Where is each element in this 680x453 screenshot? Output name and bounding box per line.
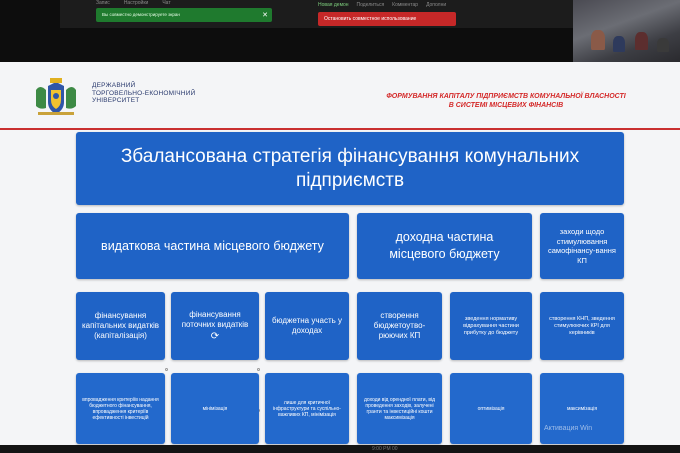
participant-figure [635,32,648,50]
current-expenses-label: фінансування поточних видатків [181,310,249,329]
stimulus-measures-box: заходи щодо стимулювання самофінансу-вання КП [540,213,624,279]
participant-figure [591,30,605,50]
selection-handle[interactable] [165,368,168,371]
participant-figure [613,36,625,52]
stop-sharing-label: Остановить совместное использование [324,16,417,22]
rental-income-box: доходи від орендної плати, від проведення заходів, залучені гранти та інвестиційні кошти максимізація [357,373,442,444]
university-name-line: ДЕРЖАВНИЙ [92,82,136,89]
bottom-status-text: 9:00 PM 00 [372,446,398,452]
current-expenses-box [171,292,259,360]
slide-header-title-line: ФОРМУВАННЯ КАПІТАЛУ ПІДПРИЄМСТВ КОМУНАЛЬНОЇ ВЛАСНОСТІ [386,93,626,100]
knp-creation-box: створення КНП, зведення стимулюючих КРІ для керівників [540,292,624,360]
university-name-line: ТОРГОВЕЛЬНО-ЕКОНОМІЧНИЙ [92,89,196,97]
sharing-notice-text: Вы совместно демонстрируете экран [102,12,180,17]
budget-participation-box: бюджетна участь у доходах [265,292,349,360]
participant-figure [657,38,669,52]
menu-item-comment[interactable]: Комментар [392,2,419,8]
slide-header-title [356,92,656,110]
profit-deduction-box: зведення нормативу відрахування частини прибутку до бюджету [450,292,532,360]
menu-item-settings[interactable]: Настройки [123,0,149,6]
app-menu-secondary [318,2,446,8]
minimization-box: мінімізація [171,373,259,444]
revenue-part-box: доходна частина місцевого бюджету [357,213,532,279]
stop-sharing-button[interactable] [318,12,456,26]
participant-video-thumbnail[interactable] [573,0,680,62]
bottom-dark-bar [0,445,680,453]
app-menu [96,0,171,8]
menu-item-chat[interactable]: Чат [162,0,171,6]
university-logo-icon [30,76,82,118]
capital-expenses-box: фінансування капітальних видатків (капіталізація) [76,292,165,360]
financing-criteria-box: впровадження критеріїв надання бюджетного фінансування, впровадження критеріїв ефективності інвестицій [76,373,165,444]
presentation-slide [0,62,680,453]
main-title-box: Збалансована стратегія фінансування комунальних підприємств [76,132,624,205]
selection-handle[interactable] [257,368,260,371]
menu-item-share[interactable]: Поделиться [356,2,385,8]
header-divider [0,128,680,130]
menu-item-more[interactable]: Дополни [426,2,447,8]
optimization-box: оптимізація [450,373,532,444]
sync-icon: ⟳ [210,331,220,342]
slide-header [0,62,680,128]
close-icon[interactable]: ✕ [262,12,268,19]
budget-forming-enterprises-box: створення бюджетоутво-рюючих КП [357,292,442,360]
windows-activation-watermark: Активация Win [544,425,593,432]
critical-infrastructure-box: лише для критичної інфраструктури та суспільно-важливих КП, мінімізація [265,373,349,444]
menu-item-record[interactable]: Запис [96,0,110,6]
university-name [92,82,195,105]
sharing-notice [96,8,272,22]
university-name-line: УНІВЕРСИТЕТ [92,97,140,104]
maximization-box: максимізація [540,373,624,444]
slide-header-title-line: В СИСТЕМІ МІСЦЕВИХ ФІНАНСІВ [448,102,564,109]
menu-item-new-demo[interactable]: Новая демон [318,2,349,8]
expense-part-box: видаткова частина місцевого бюджету [76,213,349,279]
